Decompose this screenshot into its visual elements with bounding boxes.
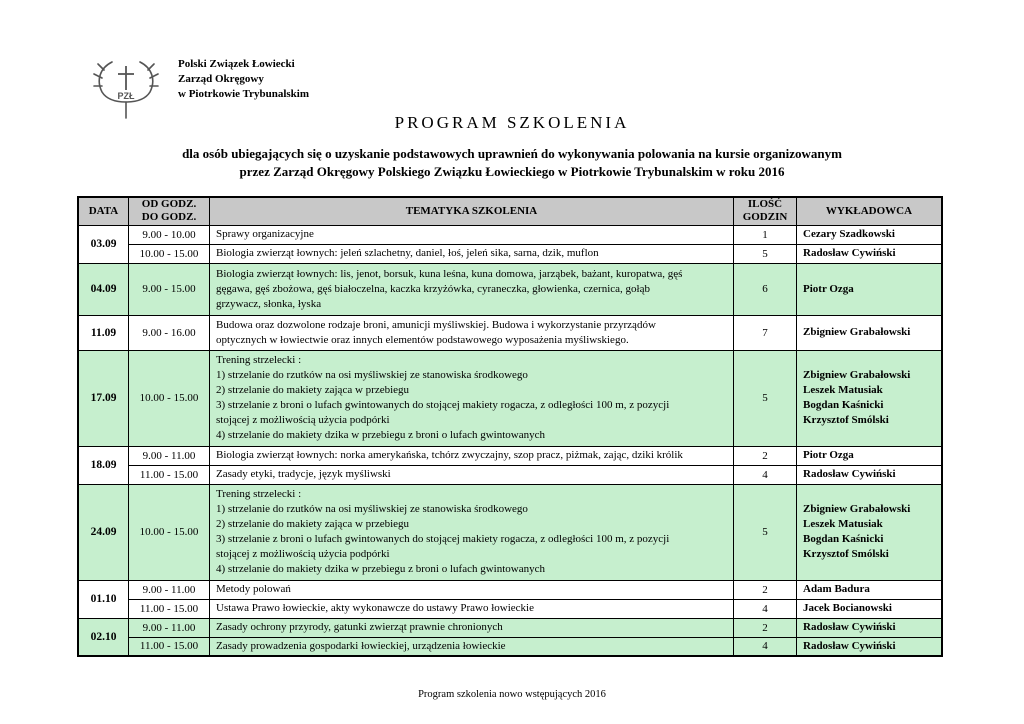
cell-time: 11.00 - 15.00 — [129, 599, 210, 618]
cell-topic — [210, 465, 734, 484]
cell-topic — [210, 350, 734, 446]
lecturer-name: Leszek Matusiak — [803, 518, 883, 530]
cell-hours: 2 — [734, 446, 797, 465]
cell-lecturer — [797, 315, 943, 350]
org-line-1: Polski Związek Łowiecki — [178, 58, 295, 70]
svg-text:PZŁ: PZŁ — [117, 91, 135, 101]
topic-line: Zasady ochrony przyrody, gatunki zwierząt prawnie chronionych — [216, 621, 503, 633]
lecturer-name: Krzysztof Smólski — [803, 414, 889, 426]
lecturer-name: Jacek Bocianowski — [803, 602, 892, 614]
cell-lecturer — [797, 225, 943, 244]
lecturer-name: Radosław Cywiński — [803, 621, 896, 633]
topic-line: Zasady etyki, tradycje, język myśliwski — [216, 468, 391, 480]
lecturer-name: Zbigniew Grabałowski — [803, 369, 911, 381]
cell-topic — [210, 244, 734, 263]
lecturer-name: Piotr Ozga — [803, 449, 854, 461]
topic-line: Biologia zwierząt łownych: jeleń szlachetny, daniel, łoś, jeleń sika, sarna, dzik, muflon — [216, 247, 599, 259]
subtitle-line-2: przez Zarząd Okręgowy Polskiego Związku Łowieckiego w Piotrkowie Trybunalskim w roku 2016 — [239, 164, 785, 179]
header-hours-line-2: GODZIN — [742, 211, 788, 224]
topic-line: Trening strzelecki : — [216, 488, 302, 500]
topic-line: Biologia zwierząt łownych: norka amerykańska, tchórz zwyczajny, szop pracz, piżmak, zając, dziki królik — [216, 449, 683, 461]
lecturer-name: Zbigniew Grabałowski — [803, 503, 911, 515]
topic-line: 3) strzelanie z broni o lufach gwintowanych do stojącej makiety rogacza, z odległości 100 m, z pozycji — [216, 399, 670, 411]
table-row — [78, 263, 942, 315]
header-time-from: OD GODZ. — [141, 198, 197, 211]
table-row — [78, 446, 942, 465]
lecturer-name: Krzysztof Smólski — [803, 548, 889, 560]
cell-lecturer — [797, 244, 943, 263]
schedule-table — [77, 196, 943, 657]
table-row — [78, 465, 942, 484]
topic-line: Metody polowań — [216, 583, 291, 595]
cell-date: 17.09 — [78, 350, 129, 446]
table-row — [78, 244, 942, 263]
topic-line: 4) strzelanie do makiety dzika w przebiegu z broni o lufach gwintowanych — [216, 429, 545, 441]
cell-topic — [210, 225, 734, 244]
header-topic: TEMATYKA SZKOLENIA — [210, 197, 734, 225]
footer-text: Program szkolenia nowo wstępujących 2016 — [418, 689, 606, 700]
table-row — [78, 618, 942, 637]
table-row — [78, 580, 942, 599]
lecturer-name: Zbigniew Grabałowski — [803, 326, 911, 338]
topic-line: Biologia zwierząt łownych: lis, jenot, borsuk, kuna leśna, kuna domowa, jarząbek, bażant, kuropatwa, gęś — [216, 267, 683, 280]
cell-topic — [210, 484, 734, 580]
topic-line: Trening strzelecki : — [216, 354, 302, 366]
cell-time: 9.00 - 11.00 — [129, 580, 210, 599]
cell-time: 9.00 - 15.00 — [129, 263, 210, 315]
cell-topic — [210, 618, 734, 637]
cell-time: 9.00 - 11.00 — [129, 446, 210, 465]
topic-line: 1) strzelanie do rzutków na osi myśliwskiej ze stanowiska środkowego — [216, 369, 528, 381]
organization-name — [178, 57, 309, 102]
table-row — [78, 599, 942, 618]
cell-topic — [210, 599, 734, 618]
cell-lecturer — [797, 465, 943, 484]
cell-time: 10.00 - 15.00 — [129, 244, 210, 263]
org-line-2: Zarząd Okręgowy — [178, 73, 264, 85]
topic-line: Ustawa Prawo łowieckie, akty wykonawcze do ustawy Prawo łowieckie — [216, 602, 534, 614]
topic-line: stojącej z możliwością użycia podpórki — [216, 548, 390, 560]
table-row — [78, 350, 942, 446]
topic-line: Sprawy organizacyjne — [216, 228, 314, 240]
cell-lecturer — [797, 350, 943, 446]
topic-line: Budowa oraz dozwolone rodzaje broni, amunicji myśliwskiej. Budowa i wykorzystanie przyrządów — [216, 318, 656, 331]
cell-hours: 5 — [734, 484, 797, 580]
cell-lecturer — [797, 446, 943, 465]
cell-hours: 4 — [734, 599, 797, 618]
header-hours-line-1: ILOŚĆ — [747, 198, 783, 211]
table-row — [78, 637, 942, 656]
cell-hours: 4 — [734, 465, 797, 484]
header-time-to: DO GODZ. — [141, 211, 197, 224]
cell-time: 9.00 - 16.00 — [129, 315, 210, 350]
cell-topic — [210, 315, 734, 350]
cell-date: 18.09 — [78, 446, 129, 484]
lecturer-name: Cezary Szadkowski — [803, 228, 895, 240]
cell-topic — [210, 580, 734, 599]
lecturer-name: Bogdan Kaśnicki — [803, 533, 884, 545]
cell-time: 10.00 - 15.00 — [129, 350, 210, 446]
header-hours — [734, 197, 797, 225]
cell-lecturer — [797, 580, 943, 599]
table-row — [78, 315, 942, 350]
topic-line: 4) strzelanie do makiety dzika w przebiegu z broni o lufach gwintowanych — [216, 563, 545, 575]
lecturer-name: Bogdan Kaśnicki — [803, 399, 884, 411]
cell-time: 11.00 - 15.00 — [129, 465, 210, 484]
cell-lecturer — [797, 637, 943, 656]
document-subtitle — [0, 145, 1024, 181]
cell-hours: 6 — [734, 263, 797, 315]
header-lecturer: WYKŁADOWCA — [797, 197, 943, 225]
document-title: PROGRAM SZKOLENIA — [394, 113, 630, 132]
header-time — [129, 197, 210, 225]
cell-time: 9.00 - 11.00 — [129, 618, 210, 637]
subtitle-line-1: dla osób ubiegających się o uzyskanie podstawowych uprawnień do wykonywania polowania na kursie organizowanym — [182, 146, 842, 161]
cell-time: 11.00 - 15.00 — [129, 637, 210, 656]
cell-hours: 2 — [734, 580, 797, 599]
cell-hours: 5 — [734, 350, 797, 446]
pzl-logo-emblem — [90, 50, 162, 122]
topic-line: 2) strzelanie do makiety zająca w przebiegu — [216, 518, 410, 530]
org-line-3: w Piotrkowie Trybunalskim — [178, 88, 309, 100]
header-date: DATA — [78, 197, 129, 225]
cell-time: 10.00 - 15.00 — [129, 484, 210, 580]
cell-hours: 5 — [734, 244, 797, 263]
cell-hours: 4 — [734, 637, 797, 656]
cell-date: 03.09 — [78, 225, 129, 263]
topic-line: optycznych w łowiectwie oraz innych elementów podstawowego wyposażenia myśliwskiego. — [216, 333, 629, 346]
cell-time: 9.00 - 10.00 — [129, 225, 210, 244]
cell-hours: 7 — [734, 315, 797, 350]
lecturer-name: Radosław Cywiński — [803, 247, 896, 259]
table-row — [78, 484, 942, 580]
topic-line: 1) strzelanie do rzutków na osi myśliwskiej ze stanowiska środkowego — [216, 503, 528, 515]
topic-line: stojącej z możliwością użycia podpórki — [216, 414, 390, 426]
lecturer-name: Radosław Cywiński — [803, 639, 896, 652]
topic-line: Zasady prowadzenia gospodarki łowieckiej, urządzenia łowieckie — [216, 639, 506, 652]
cell-topic — [210, 263, 734, 315]
cell-date: 02.10 — [78, 618, 129, 656]
cell-lecturer — [797, 484, 943, 580]
topic-line: grzywacz, słonka, łyska — [216, 297, 322, 310]
table-row — [78, 225, 942, 244]
topic-line: gęgawa, gęś zbożowa, gęś białoczelna, kaczka krzyżówka, cyraneczka, głowienka, czernica, gołąb — [216, 282, 650, 295]
cell-date: 24.09 — [78, 484, 129, 580]
cell-date: 01.10 — [78, 580, 129, 618]
cell-hours: 1 — [734, 225, 797, 244]
lecturer-name: Leszek Matusiak — [803, 384, 883, 396]
cell-hours: 2 — [734, 618, 797, 637]
lecturer-name: Adam Badura — [803, 583, 870, 595]
cell-lecturer — [797, 263, 943, 315]
cell-lecturer — [797, 599, 943, 618]
cell-date: 04.09 — [78, 263, 129, 315]
cell-date: 11.09 — [78, 315, 129, 350]
topic-line: 2) strzelanie do makiety zająca w przebiegu — [216, 384, 410, 396]
schedule-body — [78, 225, 942, 656]
cell-lecturer — [797, 618, 943, 637]
lecturer-name: Radosław Cywiński — [803, 468, 896, 480]
cell-topic — [210, 637, 734, 656]
cell-topic — [210, 446, 734, 465]
topic-line: 3) strzelanie z broni o lufach gwintowanych do stojącej makiety rogacza, z odległości 100 m, z pozycji — [216, 533, 670, 545]
lecturer-name: Piotr Ozga — [803, 282, 854, 295]
